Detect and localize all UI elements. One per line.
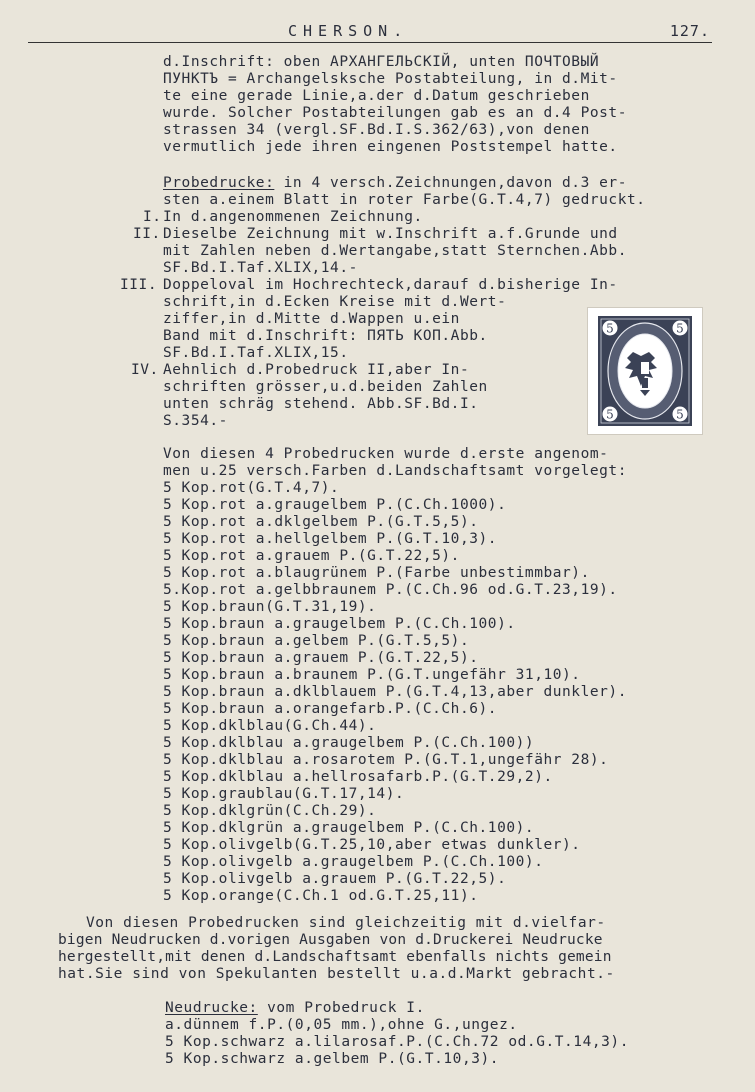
- stamp-value-bl: 5: [606, 407, 614, 422]
- probedruck-line: schriften grösser,u.d.beiden Zahlen: [163, 379, 488, 395]
- probedruck-line: Dieselbe Zeichnung mit w.Inschrift a.f.Grunde und: [163, 226, 618, 242]
- color-list-item: 5 Kop.rot a.dklgelbem P.(G.T.5,5).: [163, 514, 479, 530]
- probedruck-line: unten schräg stehend. Abb.SF.Bd.I.: [163, 396, 479, 412]
- probedruck-line: SF.Bd.I.Taf.XLIX,14.-: [163, 260, 358, 276]
- neudrucke-heading: Neudrucke:: [165, 1000, 258, 1016]
- intro-line: ПУНКТЪ = Archangelsksche Postabteilung, in d.Mit-: [163, 71, 618, 87]
- page-title: CHERSON.: [288, 22, 409, 40]
- color-list-item: 5 Kop.braun a.grauem P.(G.T.22,5).: [163, 650, 479, 666]
- intro-line: vermutlich jede ihren eingenen Poststempel hatte.: [163, 139, 618, 155]
- color-list-item: 5 Kop.rot a.grauem P.(G.T.22,5).: [163, 548, 460, 564]
- probedruck-number: II.: [133, 226, 161, 242]
- closing-line: hergestellt,mit denen d.Landschaftsamt ebenfalls nichts gemein: [58, 949, 612, 965]
- colors-intro-line: men u.25 versch.Farben d.Landschaftsamt vorgelegt:: [163, 463, 627, 479]
- color-list-item: 5 Kop.braun a.gelbem P.(G.T.5,5).: [163, 633, 470, 649]
- color-list-item: 5 Kop.dklblau(G.Ch.44).: [163, 718, 377, 734]
- intro-line: strassen 34 (vergl.SF.Bd.I.S.362/63),von denen: [163, 122, 590, 138]
- probedrucke-intro-text: in 4 versch.Zeichnungen,davon d.3 er-: [274, 175, 627, 191]
- intro-line: te eine gerade Linie,a.der d.Datum geschrieben: [163, 88, 590, 104]
- probedruck-line: schrift,in d.Ecken Kreise mit d.Wert-: [163, 294, 507, 310]
- closing-line: Von diesen Probedrucken sind gleichzeitig mit d.vielfar-: [86, 915, 606, 931]
- color-list-item: 5 Kop.braun a.braunem P.(G.T.ungefähr 31,10).: [163, 667, 581, 683]
- probedruck-line: S.354.-: [163, 413, 228, 429]
- color-list-item: 5 Kop.graublau(G.T.17,14).: [163, 786, 405, 802]
- color-list-item: 5 Kop.braun a.orangefarb.P.(C.Ch.6).: [163, 701, 498, 717]
- probedruck-line: mit Zahlen neben d.Wertangabe,statt Sternchen.Abb.: [163, 243, 627, 259]
- color-list-item: 5 Kop.rot a.blaugrünem P.(Farbe unbestimmbar).: [163, 565, 590, 581]
- color-list-item: 5 Kop.dklgrün(C.Ch.29).: [163, 803, 377, 819]
- probedruck-number: IV.: [131, 362, 159, 378]
- color-list-item: 5 Kop.braun a.dklblauem P.(G.T.4,13,aber dunkler).: [163, 684, 627, 700]
- color-list-item: 5 Kop.braun a.graugelbem P.(C.Ch.100).: [163, 616, 516, 632]
- page-header: [28, 22, 712, 43]
- colors-intro-line: Von diesen 4 Probedrucken wurde d.erste angenom-: [163, 446, 609, 462]
- page-number: 127.: [669, 22, 710, 40]
- color-list-item: 5 Kop.rot a.graugelbem P.(C.Ch.1000).: [163, 497, 507, 513]
- stamp-image: [588, 308, 702, 434]
- probedrucke-intro: [163, 175, 627, 192]
- color-list-item: 5 Kop.olivgelb a.grauem P.(G.T.22,5).: [163, 871, 507, 887]
- neudrucke-line: 5 Kop.schwarz a.gelbem P.(G.T.10,3).: [165, 1051, 500, 1067]
- probedruck-line: Aehnlich d.Probedruck II,aber In-: [163, 362, 470, 378]
- color-list-item: 5 Kop.dklblau a.graugelbem P.(C.Ch.100)): [163, 735, 535, 751]
- color-list-item: 5 Kop.dklblau a.rosarotem P.(G.T.1,ungefähr 28).: [163, 752, 609, 768]
- closing-line: hat.Sie sind von Spekulanten bestellt u.a.d.Markt gebracht.-: [58, 966, 615, 982]
- probedruck-line: Doppeloval im Hochrechteck,darauf d.bisherige In-: [163, 277, 618, 293]
- stamp-value-tr: 5: [676, 321, 684, 336]
- neudrucke-intro: [165, 1000, 425, 1017]
- color-list-item: 5 Kop.orange(C.Ch.1 od.G.T.25,11).: [163, 888, 479, 904]
- color-list-item: 5 Kop.braun(G.T.31,19).: [163, 599, 377, 615]
- probedrucke-intro-line: sten a.einem Blatt in roter Farbe(G.T.4,7) gedruckt.: [163, 192, 646, 208]
- probedruck-number: I.: [143, 209, 162, 225]
- intro-line: wurde. Solcher Postabteilungen gab es an d.4 Post-: [163, 105, 627, 121]
- probedruck-line: Band mit d.Inschrift: ПЯТЬ КОП.Abb.: [163, 328, 488, 344]
- neudrucke-line: a.dünnem f.P.(0,05 mm.),ohne G.,ungez.: [165, 1017, 518, 1033]
- probedruck-number: III.: [120, 277, 158, 293]
- color-list-item: 5 Kop.dklblau a.hellrosafarb.P.(G.T.29,2).: [163, 769, 553, 785]
- color-list-item: 5.Kop.rot a.gelbbraunem P.(C.Ch.96 od.G.T.23,19).: [163, 582, 618, 598]
- probedruck-line: SF.Bd.I.Taf.XLIX,15.: [163, 345, 349, 361]
- color-list-item: 5 Kop.olivgelb a.graugelbem P.(C.Ch.100).: [163, 854, 544, 870]
- closing-line: bigen Neudrucken d.vorigen Ausgaben von d.Druckerei Neudrucke: [58, 932, 603, 948]
- neudrucke-line: 5 Kop.schwarz a.lilarosaf.P.(C.Ch.72 od.G.T.14,3).: [165, 1034, 629, 1050]
- probedrucke-heading: Probedrucke:: [163, 175, 275, 191]
- color-list-item: 5 Kop.olivgelb(G.T.25,10,aber etwas dunkler).: [163, 837, 581, 853]
- color-list-item: 5 Kop.dklgrün a.graugelbem P.(C.Ch.100).: [163, 820, 535, 836]
- probedruck-line: ziffer,in d.Mitte d.Wappen u.ein: [163, 311, 460, 327]
- color-list-item: 5 Kop.rot(G.T.4,7).: [163, 480, 340, 496]
- intro-line: d.Inschrift: oben АРХАНГЕЛЬСКІЙ, unten ПОЧТОВЫЙ: [163, 54, 600, 70]
- stamp-illustration: [598, 316, 692, 426]
- stamp-value-tl: 5: [606, 321, 614, 336]
- stamp-value-br: 5: [676, 407, 684, 422]
- color-list-item: 5 Kop.rot a.hellgelbem P.(G.T.10,3).: [163, 531, 498, 547]
- probedruck-line: In d.angenommenen Zeichnung.: [163, 209, 423, 225]
- neudrucke-intro-text: vom Probedruck I.: [257, 1000, 425, 1016]
